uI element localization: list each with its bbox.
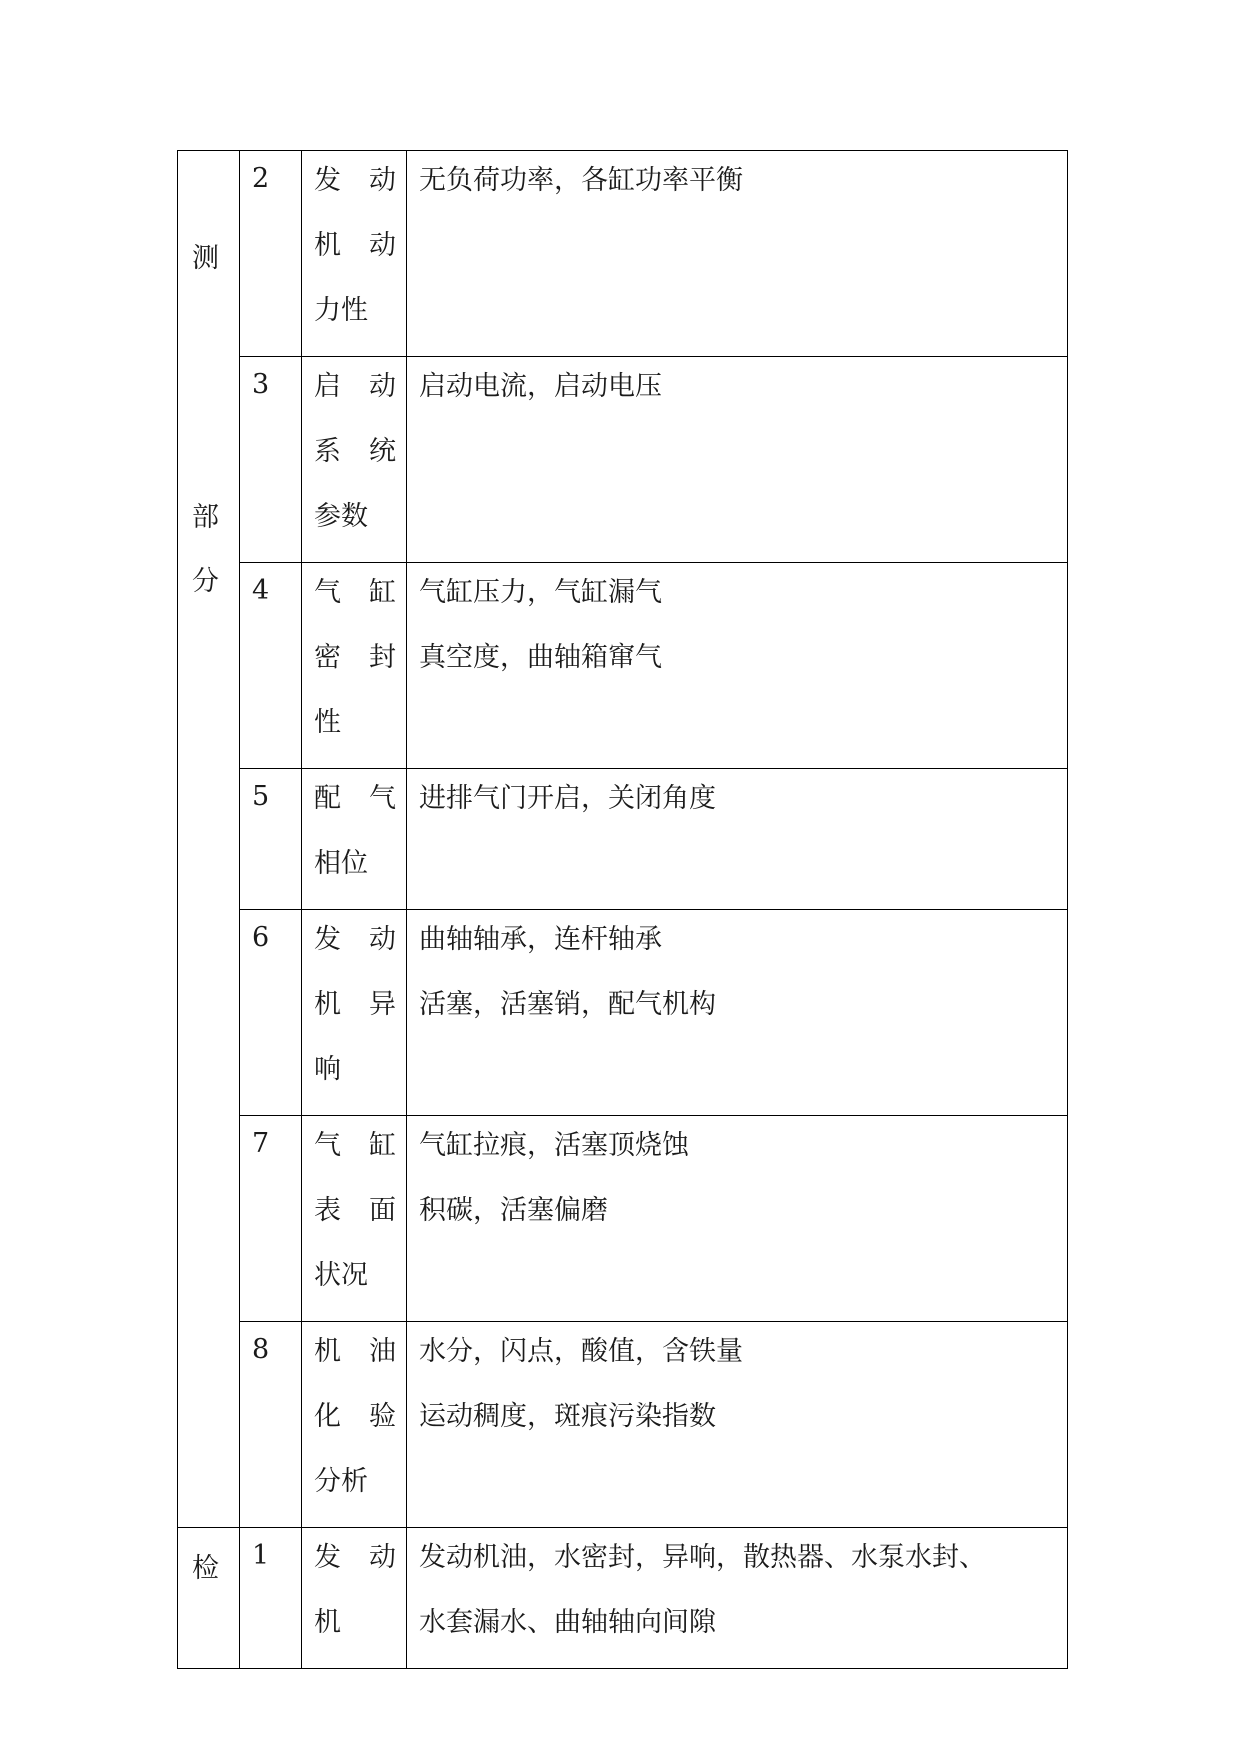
item-cell [302,1322,407,1528]
item-line: 发 动 [314,165,396,196]
content-cell [407,1116,1068,1322]
section-char: 分 [192,566,219,597]
item-line: 分析 [314,1466,368,1497]
table-row [178,563,1068,769]
row-number: 1 [240,1528,302,1669]
item-cell [302,1116,407,1322]
item-cell [302,910,407,1116]
row-number: 8 [240,1322,302,1528]
table-row [178,1528,1068,1669]
item-line: 密 封 [314,642,396,673]
content-line: 运动稠度，斑痕污染指数 [419,1401,716,1432]
item-line: 气 缸 [314,577,396,608]
item-cell [302,151,407,357]
content-cell [407,910,1068,1116]
row-number: 4 [240,563,302,769]
row-number: 6 [240,910,302,1116]
item-line: 响 [314,1054,341,1085]
content-cell [407,1322,1068,1528]
item-line: 表 面 [314,1195,396,1226]
table-row [178,357,1068,563]
item-line: 机 [314,1607,341,1638]
item-line: 状况 [314,1260,368,1291]
content-cell [407,563,1068,769]
row-number: 2 [240,151,302,357]
section-cell-test [178,151,240,1528]
item-line: 力性 [314,295,368,326]
content-line: 启动电流，启动电压 [419,371,662,402]
table-row [178,1322,1068,1528]
item-cell [302,769,407,910]
content-line: 发动机油，水密封，异响，散热器、水泵水封、 [419,1542,986,1573]
item-line: 配 气 [314,783,396,814]
section-char: 检 [192,1553,219,1584]
row-number: 5 [240,769,302,910]
item-line: 发 动 [314,1542,396,1573]
item-line: 启 动 [314,371,396,402]
item-line: 发 动 [314,924,396,955]
content-line: 水套漏水、曲轴轴向间隙 [419,1607,716,1638]
section-cell-check [178,1528,240,1669]
content-cell [407,357,1068,563]
section-char: 部 [192,502,219,533]
item-cell [302,357,407,563]
table-row [178,1116,1068,1322]
content-line: 无负荷功率，各缸功率平衡 [419,165,743,196]
item-line: 参数 [314,501,368,532]
table-row [178,910,1068,1116]
item-line: 气 缸 [314,1130,396,1161]
content-line: 真空度，曲轴箱窜气 [419,642,662,673]
content-line: 气缸拉痕，活塞顶烧蚀 [419,1130,689,1161]
section-char: 测 [192,243,219,274]
item-line: 性 [314,707,341,738]
content-line: 曲轴轴承，连杆轴承 [419,924,662,955]
item-line: 机 动 [314,230,396,261]
table-row [178,151,1068,357]
content-line: 积碳，活塞偏磨 [419,1195,608,1226]
content-cell [407,151,1068,357]
row-number: 3 [240,357,302,563]
table-row [178,769,1068,910]
item-line: 化 验 [314,1401,396,1432]
item-cell [302,563,407,769]
row-number: 7 [240,1116,302,1322]
content-line: 水分，闪点，酸值，含铁量 [419,1336,743,1367]
item-line: 系 统 [314,436,396,467]
content-line: 气缸压力，气缸漏气 [419,577,662,608]
content-line: 活塞，活塞销，配气机构 [419,989,716,1020]
content-cell [407,769,1068,910]
content-line: 进排气门开启，关闭角度 [419,783,716,814]
item-cell [302,1528,407,1669]
item-line: 相位 [314,848,368,879]
content-cell [407,1528,1068,1669]
inspection-table [177,150,1068,1669]
item-line: 机 异 [314,989,396,1020]
item-line: 机 油 [314,1336,396,1367]
